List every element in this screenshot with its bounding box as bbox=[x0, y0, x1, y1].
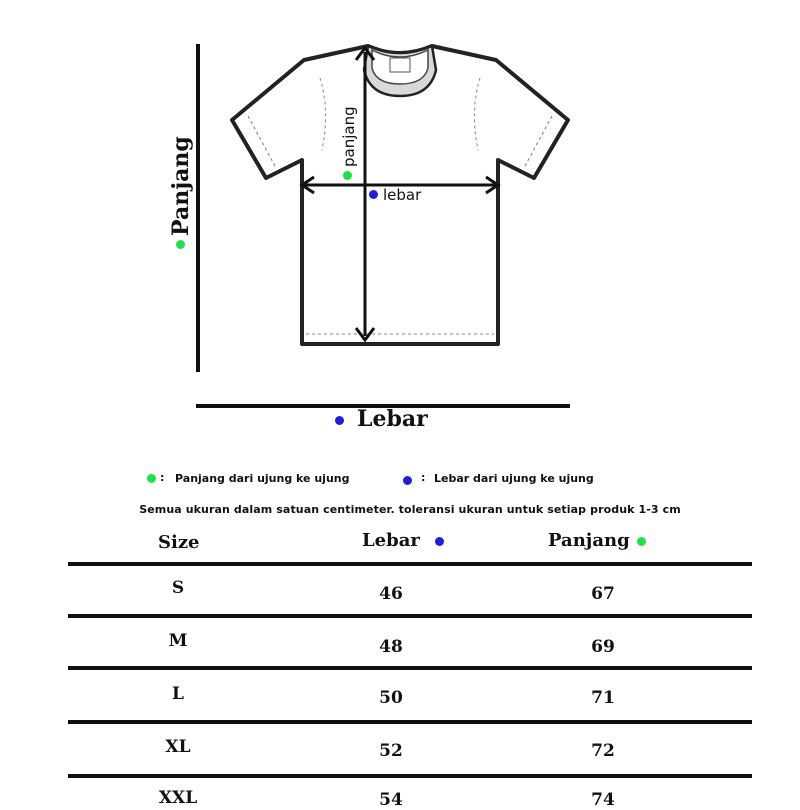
size-cell: M bbox=[168, 631, 188, 651]
header-size: Size bbox=[158, 532, 200, 553]
lebar-marker-icon bbox=[369, 190, 378, 199]
lebar-cell: 46 bbox=[379, 584, 403, 604]
table-divider bbox=[68, 614, 752, 618]
lebar-cell: 50 bbox=[379, 688, 403, 708]
panjang-marker-icon bbox=[176, 240, 185, 249]
measurement-note: Semua ukuran dalam satuan centimeter. toleransi ukuran untuk setiap produk 1-3 cm bbox=[139, 503, 681, 516]
lebar-cell: 54 bbox=[379, 790, 403, 810]
size-cell: L bbox=[172, 684, 184, 704]
inner-label-lebar: lebar bbox=[383, 186, 422, 204]
header-panjang: Panjang bbox=[548, 530, 630, 551]
lebar-marker-icon bbox=[335, 416, 344, 425]
panjang-cell: 74 bbox=[591, 790, 615, 810]
panjang-cell: 71 bbox=[591, 688, 615, 708]
panjang-cell: 67 bbox=[591, 584, 615, 604]
size-cell: XXL bbox=[158, 788, 198, 808]
panjang-marker-icon bbox=[343, 171, 352, 180]
inner-label-panjang: panjang bbox=[340, 106, 358, 167]
panjang-header-icon bbox=[637, 537, 646, 546]
lebar-cell: 48 bbox=[379, 637, 403, 657]
table-divider bbox=[68, 666, 752, 670]
header-lebar: Lebar bbox=[362, 530, 420, 551]
panjang-cell: 69 bbox=[591, 637, 615, 657]
legend-panjang-text: Panjang dari ujung ke ujung bbox=[175, 472, 350, 485]
table-divider bbox=[68, 720, 752, 724]
panjang-cell: 72 bbox=[591, 741, 615, 761]
legend-panjang-sep: : bbox=[160, 471, 165, 484]
table-divider bbox=[68, 562, 752, 566]
lebar-header-icon bbox=[435, 537, 444, 546]
lebar-legend-icon bbox=[403, 476, 412, 485]
lebar-cell: 52 bbox=[379, 741, 403, 761]
size-cell: XL bbox=[165, 737, 191, 757]
legend-lebar-sep: : bbox=[421, 471, 426, 484]
bottom-label-lebar: Lebar bbox=[357, 406, 428, 432]
size-cell: S bbox=[171, 578, 185, 598]
table-divider bbox=[68, 774, 752, 778]
panjang-legend-icon bbox=[147, 474, 156, 483]
legend-lebar-text: Lebar dari ujung ke ujung bbox=[434, 472, 594, 485]
side-label-panjang: Panjang bbox=[168, 136, 194, 236]
